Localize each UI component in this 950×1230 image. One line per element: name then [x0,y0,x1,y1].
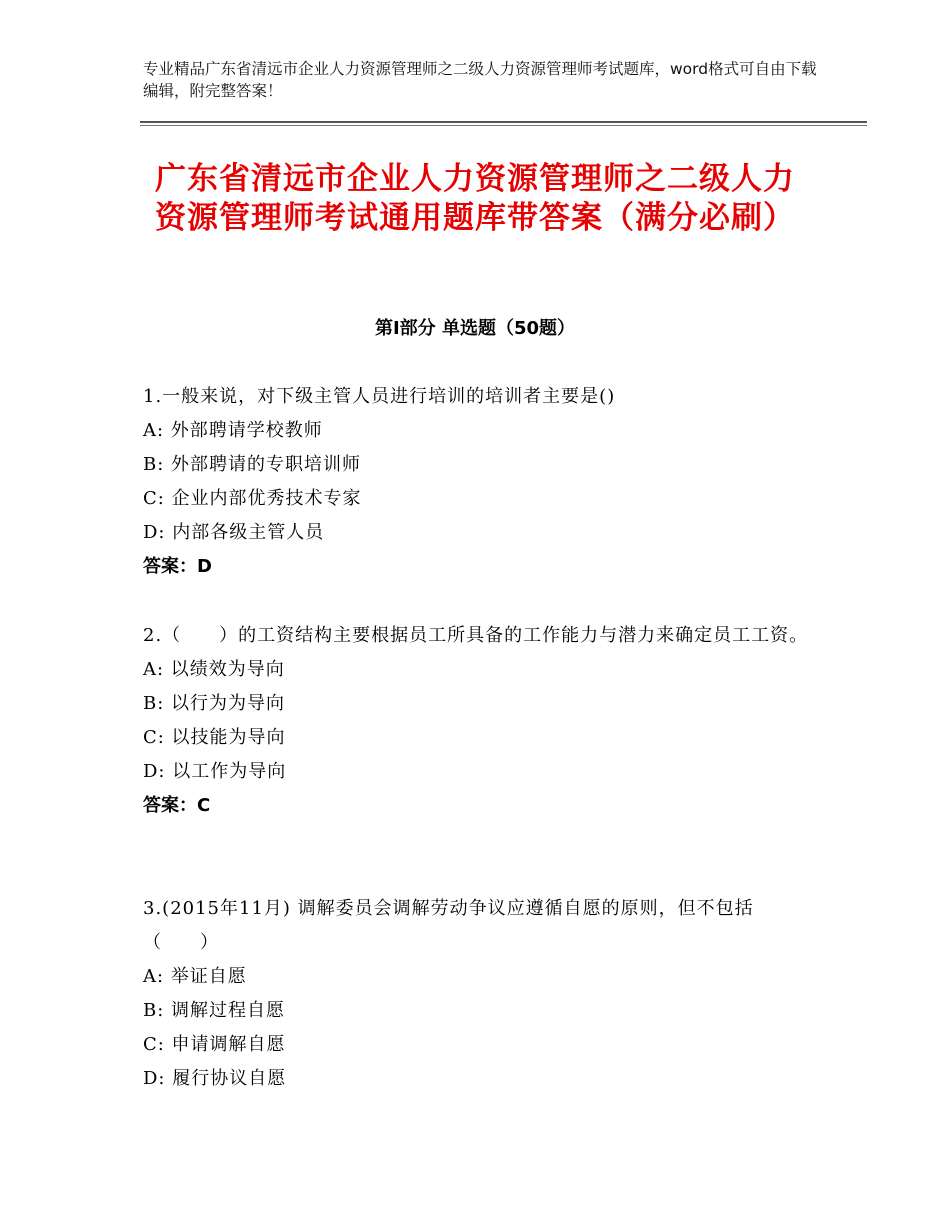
section-heading: 第Ⅰ部分 单选题（50题） [374,318,575,339]
question-stem: 1.一般来说，对下级主管人员进行培训的培训者主要是() [143,386,616,407]
answer-line: 答案：C [143,795,211,816]
option-b: B: 调解过程自愿 [143,1000,286,1021]
option-b: B: 以行为为导向 [143,693,286,714]
option-a: A: 以绩效为导向 [143,659,285,680]
option-a: A: 举证自愿 [143,966,247,987]
option-d: D: 内部各级主管人员 [143,522,325,543]
option-b: B: 外部聘请的专职培训师 [143,454,362,475]
option-c: C: 企业内部优秀技术专家 [143,488,362,509]
question-stem: 3.(2015年11月) 调解委员会调解劳动争议应遵循自愿的原则，但不包括（ ） [143,898,754,953]
question-3 [143,892,813,1096]
header-note: 专业精品广东省清远市企业人力资源管理师之二级人力资源管理师考试题库，word格式可自由下载编辑，附完整答案！ [143,60,817,100]
option-d: D: 以工作为导向 [143,761,287,782]
option-c: C: 申请调解自愿 [143,1034,286,1055]
header-divider [140,121,867,123]
header-divider-thin [140,125,867,126]
question-1 [143,380,813,584]
document-title: 广东省清远市企业人力资源管理师之二级人力资源管理师考试通用题库带答案（满分必刷） [155,161,795,236]
question-stem: 2.（ ）的工资结构主要根据员工所具备的工作能力与潜力来确定员工工资。 [143,625,809,646]
option-a: A: 外部聘请学校教师 [143,420,323,441]
option-c: C: 以技能为导向 [143,727,286,748]
question-2 [143,619,813,823]
answer-line: 答案：D [143,556,212,577]
option-d: D: 履行协议自愿 [143,1068,287,1089]
